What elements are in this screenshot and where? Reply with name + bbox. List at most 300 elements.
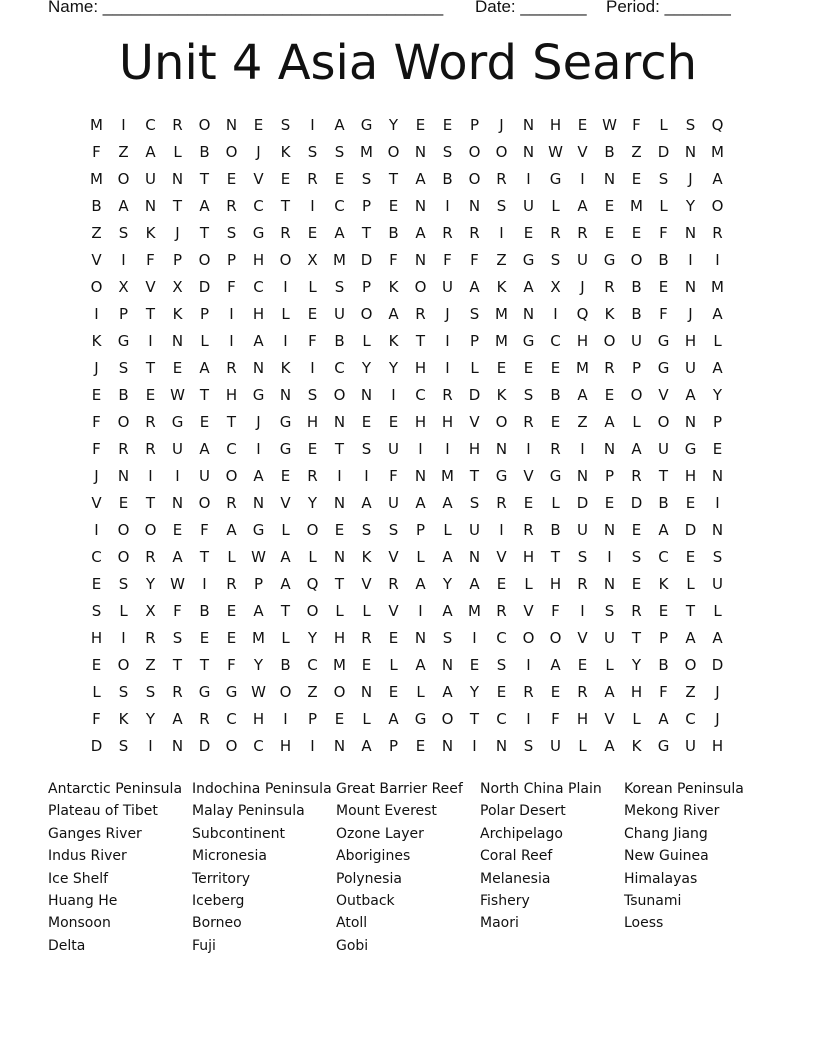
grid-letter[interactable]: G: [522, 332, 535, 350]
grid-letter[interactable]: I: [94, 521, 99, 539]
grid-letter[interactable]: N: [414, 143, 427, 161]
grid-letter[interactable]: B: [388, 224, 399, 242]
grid-letter[interactable]: X: [172, 278, 183, 296]
grid-letter[interactable]: Y: [145, 710, 156, 728]
grid-letter[interactable]: Z: [631, 143, 642, 161]
grid-letter[interactable]: P: [307, 710, 318, 728]
grid-letter[interactable]: D: [684, 521, 697, 539]
grid-letter[interactable]: O: [630, 386, 643, 404]
grid-letter[interactable]: F: [308, 332, 317, 350]
grid-letter[interactable]: V: [253, 170, 264, 188]
grid-letter[interactable]: A: [469, 575, 480, 593]
grid-letter[interactable]: G: [360, 116, 373, 134]
grid-letter[interactable]: L: [443, 521, 452, 539]
grid-letter[interactable]: U: [604, 629, 615, 647]
grid-letter[interactable]: U: [577, 251, 588, 269]
grid-letter[interactable]: W: [251, 548, 266, 566]
grid-letter[interactable]: I: [526, 440, 531, 458]
grid-letter[interactable]: T: [631, 629, 642, 647]
grid-letter[interactable]: I: [418, 440, 423, 458]
grid-letter[interactable]: T: [145, 359, 156, 377]
grid-letter[interactable]: T: [469, 710, 480, 728]
grid-letter[interactable]: E: [604, 494, 615, 512]
grid-letter[interactable]: L: [578, 737, 587, 755]
grid-letter[interactable]: T: [388, 170, 399, 188]
grid-letter[interactable]: E: [199, 413, 210, 431]
name-field-label[interactable]: Name: ____________________________________: [48, 0, 444, 16]
grid-letter[interactable]: J: [715, 710, 720, 728]
grid-letter[interactable]: A: [415, 170, 426, 188]
grid-letter[interactable]: S: [604, 602, 615, 620]
grid-letter[interactable]: I: [445, 359, 450, 377]
grid-letter[interactable]: F: [470, 251, 479, 269]
grid-letter[interactable]: C: [496, 629, 507, 647]
grid-letter[interactable]: G: [252, 224, 265, 242]
grid-letter[interactable]: O: [117, 656, 130, 674]
grid-letter[interactable]: A: [712, 359, 723, 377]
grid-letter[interactable]: E: [469, 656, 480, 674]
grid-letter[interactable]: P: [118, 305, 129, 323]
grid-letter[interactable]: C: [91, 548, 102, 566]
grid-letter[interactable]: R: [172, 683, 183, 701]
grid-letter[interactable]: H: [252, 710, 265, 728]
grid-letter[interactable]: N: [522, 305, 535, 323]
grid-letter[interactable]: I: [688, 251, 693, 269]
grid-letter[interactable]: C: [307, 656, 318, 674]
grid-letter[interactable]: G: [171, 413, 184, 431]
grid-letter[interactable]: G: [549, 467, 562, 485]
grid-letter[interactable]: G: [657, 737, 670, 755]
grid-letter[interactable]: F: [92, 143, 101, 161]
grid-letter[interactable]: V: [523, 467, 534, 485]
date-field-label[interactable]: Date: _______: [475, 0, 587, 16]
grid-letter[interactable]: D: [198, 278, 211, 296]
grid-letter[interactable]: S: [361, 170, 372, 188]
grid-letter[interactable]: E: [496, 683, 507, 701]
grid-letter[interactable]: B: [658, 494, 669, 512]
grid-letter[interactable]: B: [199, 143, 210, 161]
grid-letter[interactable]: J: [715, 683, 720, 701]
grid-letter[interactable]: C: [145, 116, 156, 134]
grid-letter[interactable]: C: [226, 440, 237, 458]
grid-letter[interactable]: C: [334, 197, 345, 215]
grid-letter[interactable]: S: [442, 629, 453, 647]
grid-letter[interactable]: T: [334, 575, 345, 593]
grid-letter[interactable]: I: [310, 359, 315, 377]
grid-letter[interactable]: R: [712, 224, 723, 242]
grid-letter[interactable]: E: [442, 116, 453, 134]
grid-letter[interactable]: E: [604, 197, 615, 215]
grid-letter[interactable]: R: [496, 170, 507, 188]
grid-letter[interactable]: E: [523, 359, 534, 377]
grid-letter[interactable]: I: [580, 602, 585, 620]
grid-letter[interactable]: I: [445, 197, 450, 215]
grid-letter[interactable]: T: [199, 170, 210, 188]
grid-letter[interactable]: S: [469, 305, 480, 323]
grid-letter[interactable]: I: [364, 467, 369, 485]
grid-letter[interactable]: A: [550, 656, 561, 674]
grid-letter[interactable]: Q: [576, 305, 589, 323]
grid-letter[interactable]: A: [145, 143, 156, 161]
grid-letter[interactable]: E: [550, 683, 561, 701]
grid-letter[interactable]: A: [415, 575, 426, 593]
grid-letter[interactable]: U: [550, 737, 561, 755]
grid-letter[interactable]: A: [415, 494, 426, 512]
grid-letter[interactable]: N: [603, 170, 616, 188]
grid-letter[interactable]: E: [523, 494, 534, 512]
grid-letter[interactable]: N: [360, 683, 373, 701]
grid-letter[interactable]: I: [283, 710, 288, 728]
grid-letter[interactable]: L: [119, 602, 128, 620]
grid-letter[interactable]: F: [443, 251, 452, 269]
grid-letter[interactable]: K: [91, 332, 102, 350]
grid-letter[interactable]: L: [281, 521, 290, 539]
grid-letter[interactable]: T: [280, 197, 291, 215]
grid-letter[interactable]: D: [630, 494, 643, 512]
grid-letter[interactable]: C: [253, 278, 264, 296]
grid-letter[interactable]: M: [711, 143, 724, 161]
grid-letter[interactable]: K: [496, 386, 507, 404]
grid-letter[interactable]: I: [310, 737, 315, 755]
grid-letter[interactable]: A: [253, 467, 264, 485]
grid-letter[interactable]: G: [117, 332, 130, 350]
grid-letter[interactable]: E: [496, 575, 507, 593]
grid-letter[interactable]: O: [711, 197, 724, 215]
grid-letter[interactable]: N: [576, 467, 589, 485]
grid-letter[interactable]: H: [522, 548, 535, 566]
grid-letter[interactable]: R: [145, 548, 156, 566]
grid-letter[interactable]: P: [388, 737, 399, 755]
grid-letter[interactable]: R: [172, 116, 183, 134]
grid-letter[interactable]: O: [468, 170, 481, 188]
grid-letter[interactable]: A: [712, 629, 723, 647]
grid-letter[interactable]: A: [388, 710, 399, 728]
grid-letter[interactable]: P: [361, 278, 372, 296]
grid-letter[interactable]: O: [117, 170, 130, 188]
grid-letter[interactable]: O: [279, 683, 292, 701]
grid-letter[interactable]: S: [145, 683, 156, 701]
grid-letter[interactable]: N: [495, 440, 508, 458]
grid-letter[interactable]: U: [658, 440, 669, 458]
grid-letter[interactable]: H: [90, 629, 103, 647]
grid-letter[interactable]: E: [685, 548, 696, 566]
grid-letter[interactable]: L: [686, 575, 695, 593]
grid-letter[interactable]: G: [603, 251, 616, 269]
grid-letter[interactable]: I: [310, 116, 315, 134]
grid-letter[interactable]: L: [632, 413, 641, 431]
grid-letter[interactable]: E: [496, 359, 507, 377]
grid-letter[interactable]: S: [118, 224, 129, 242]
grid-letter[interactable]: C: [253, 197, 264, 215]
grid-letter[interactable]: N: [171, 494, 184, 512]
grid-letter[interactable]: L: [659, 116, 668, 134]
grid-letter[interactable]: A: [442, 494, 453, 512]
grid-letter[interactable]: H: [252, 251, 265, 269]
grid-letter[interactable]: M: [468, 602, 481, 620]
grid-letter[interactable]: J: [499, 116, 504, 134]
grid-letter[interactable]: A: [253, 332, 264, 350]
grid-letter[interactable]: A: [334, 224, 345, 242]
grid-letter[interactable]: B: [658, 251, 669, 269]
grid-letter[interactable]: B: [604, 143, 615, 161]
grid-letter[interactable]: R: [145, 440, 156, 458]
grid-letter[interactable]: N: [117, 467, 130, 485]
grid-letter[interactable]: E: [523, 224, 534, 242]
grid-letter[interactable]: E: [280, 467, 291, 485]
grid-letter[interactable]: S: [307, 143, 318, 161]
grid-letter[interactable]: H: [225, 386, 238, 404]
grid-letter[interactable]: R: [496, 494, 507, 512]
grid-letter[interactable]: Y: [307, 629, 318, 647]
grid-letter[interactable]: E: [577, 656, 588, 674]
grid-letter[interactable]: F: [551, 710, 560, 728]
grid-letter[interactable]: H: [684, 332, 697, 350]
grid-letter[interactable]: E: [415, 737, 426, 755]
grid-letter[interactable]: R: [361, 629, 372, 647]
grid-letter[interactable]: O: [279, 251, 292, 269]
grid-letter[interactable]: J: [445, 305, 450, 323]
grid-letter[interactable]: C: [496, 710, 507, 728]
grid-letter[interactable]: X: [145, 602, 156, 620]
grid-letter[interactable]: N: [603, 440, 616, 458]
grid-letter[interactable]: R: [523, 683, 534, 701]
grid-letter[interactable]: P: [631, 359, 642, 377]
grid-letter[interactable]: D: [90, 737, 103, 755]
grid-letter[interactable]: E: [226, 629, 237, 647]
grid-letter[interactable]: N: [441, 737, 454, 755]
grid-letter[interactable]: V: [145, 278, 156, 296]
grid-letter[interactable]: O: [495, 143, 508, 161]
grid-letter[interactable]: E: [199, 629, 210, 647]
grid-letter[interactable]: N: [684, 224, 697, 242]
grid-letter[interactable]: N: [414, 629, 427, 647]
grid-letter[interactable]: E: [388, 413, 399, 431]
grid-letter[interactable]: L: [713, 332, 722, 350]
grid-letter[interactable]: P: [658, 629, 669, 647]
grid-letter[interactable]: D: [657, 143, 670, 161]
grid-letter[interactable]: R: [577, 224, 588, 242]
grid-letter[interactable]: S: [118, 575, 129, 593]
grid-letter[interactable]: E: [388, 197, 399, 215]
grid-letter[interactable]: K: [658, 575, 669, 593]
grid-letter[interactable]: F: [659, 305, 668, 323]
grid-letter[interactable]: H: [711, 737, 724, 755]
grid-letter[interactable]: J: [688, 305, 693, 323]
grid-letter[interactable]: K: [631, 737, 642, 755]
grid-letter[interactable]: V: [577, 629, 588, 647]
grid-letter[interactable]: B: [550, 521, 561, 539]
grid-letter[interactable]: T: [469, 467, 480, 485]
grid-letter[interactable]: A: [631, 440, 642, 458]
grid-letter[interactable]: R: [604, 359, 615, 377]
grid-letter[interactable]: V: [280, 494, 291, 512]
grid-letter[interactable]: O: [549, 629, 562, 647]
grid-letter[interactable]: I: [391, 386, 396, 404]
grid-letter[interactable]: T: [334, 440, 345, 458]
grid-letter[interactable]: I: [526, 170, 531, 188]
grid-letter[interactable]: R: [496, 602, 507, 620]
grid-letter[interactable]: K: [172, 305, 183, 323]
grid-letter[interactable]: B: [199, 602, 210, 620]
grid-letter[interactable]: A: [172, 710, 183, 728]
grid-letter[interactable]: I: [121, 251, 126, 269]
grid-letter[interactable]: A: [712, 305, 723, 323]
grid-letter[interactable]: A: [442, 683, 453, 701]
grid-letter[interactable]: E: [280, 170, 291, 188]
grid-letter[interactable]: U: [577, 521, 588, 539]
grid-letter[interactable]: L: [551, 197, 560, 215]
grid-letter[interactable]: Z: [118, 143, 129, 161]
grid-letter[interactable]: T: [361, 224, 372, 242]
grid-letter[interactable]: S: [118, 683, 129, 701]
grid-letter[interactable]: K: [280, 143, 291, 161]
grid-letter[interactable]: R: [631, 467, 642, 485]
grid-letter[interactable]: T: [199, 548, 210, 566]
grid-letter[interactable]: E: [631, 575, 642, 593]
grid-letter[interactable]: V: [361, 575, 372, 593]
grid-letter[interactable]: M: [630, 197, 643, 215]
grid-letter[interactable]: L: [389, 656, 398, 674]
grid-letter[interactable]: G: [279, 440, 292, 458]
grid-letter[interactable]: H: [306, 413, 319, 431]
grid-letter[interactable]: W: [170, 386, 185, 404]
grid-letter[interactable]: J: [175, 224, 180, 242]
grid-letter[interactable]: R: [604, 278, 615, 296]
grid-letter[interactable]: N: [684, 143, 697, 161]
grid-letter[interactable]: I: [94, 305, 99, 323]
grid-letter[interactable]: O: [360, 305, 373, 323]
grid-letter[interactable]: S: [523, 737, 534, 755]
grid-letter[interactable]: U: [685, 737, 696, 755]
grid-letter[interactable]: B: [658, 656, 669, 674]
grid-letter[interactable]: N: [333, 737, 346, 755]
grid-letter[interactable]: M: [495, 305, 508, 323]
grid-letter[interactable]: N: [684, 413, 697, 431]
grid-letter[interactable]: F: [92, 413, 101, 431]
grid-letter[interactable]: A: [442, 602, 453, 620]
grid-letter[interactable]: Y: [361, 359, 372, 377]
grid-letter[interactable]: H: [441, 413, 454, 431]
grid-letter[interactable]: E: [334, 521, 345, 539]
grid-letter[interactable]: T: [145, 305, 156, 323]
grid-letter[interactable]: H: [684, 467, 697, 485]
grid-letter[interactable]: O: [387, 143, 400, 161]
grid-letter[interactable]: Y: [712, 386, 723, 404]
grid-letter[interactable]: E: [334, 710, 345, 728]
grid-letter[interactable]: L: [524, 575, 533, 593]
grid-letter[interactable]: N: [522, 116, 535, 134]
grid-letter[interactable]: G: [684, 440, 697, 458]
grid-letter[interactable]: Y: [631, 656, 642, 674]
grid-letter[interactable]: O: [225, 467, 238, 485]
grid-letter[interactable]: R: [199, 710, 210, 728]
grid-letter[interactable]: O: [495, 413, 508, 431]
grid-letter[interactable]: A: [685, 629, 696, 647]
grid-letter[interactable]: E: [604, 224, 615, 242]
grid-letter[interactable]: V: [523, 602, 534, 620]
grid-letter[interactable]: O: [333, 386, 346, 404]
grid-letter[interactable]: I: [715, 251, 720, 269]
grid-letter[interactable]: N: [414, 467, 427, 485]
grid-letter[interactable]: S: [712, 548, 723, 566]
grid-letter[interactable]: A: [658, 710, 669, 728]
grid-letter[interactable]: E: [253, 116, 264, 134]
grid-letter[interactable]: F: [92, 710, 101, 728]
grid-letter[interactable]: T: [199, 224, 210, 242]
grid-letter[interactable]: I: [526, 710, 531, 728]
grid-letter[interactable]: B: [334, 332, 345, 350]
grid-letter[interactable]: T: [172, 197, 183, 215]
grid-letter[interactable]: R: [226, 575, 237, 593]
grid-letter[interactable]: A: [199, 197, 210, 215]
grid-letter[interactable]: I: [121, 116, 126, 134]
grid-letter[interactable]: A: [442, 548, 453, 566]
grid-letter[interactable]: U: [469, 521, 480, 539]
grid-letter[interactable]: H: [630, 683, 643, 701]
grid-letter[interactable]: M: [711, 278, 724, 296]
grid-letter[interactable]: R: [469, 224, 480, 242]
grid-letter[interactable]: Y: [388, 116, 399, 134]
grid-letter[interactable]: G: [198, 683, 211, 701]
grid-letter[interactable]: E: [91, 656, 102, 674]
grid-letter[interactable]: S: [577, 548, 588, 566]
grid-letter[interactable]: G: [279, 413, 292, 431]
grid-letter[interactable]: I: [580, 440, 585, 458]
grid-letter[interactable]: I: [229, 332, 234, 350]
grid-letter[interactable]: O: [441, 710, 454, 728]
grid-letter[interactable]: N: [603, 521, 616, 539]
grid-letter[interactable]: R: [145, 413, 156, 431]
grid-letter[interactable]: P: [415, 521, 426, 539]
grid-letter[interactable]: F: [551, 602, 560, 620]
grid-letter[interactable]: T: [280, 602, 291, 620]
grid-letter[interactable]: E: [604, 386, 615, 404]
grid-letter[interactable]: F: [389, 467, 398, 485]
grid-letter[interactable]: A: [199, 440, 210, 458]
grid-letter[interactable]: O: [333, 683, 346, 701]
grid-letter[interactable]: I: [526, 656, 531, 674]
grid-letter[interactable]: X: [118, 278, 129, 296]
grid-letter[interactable]: L: [281, 305, 290, 323]
grid-letter[interactable]: E: [334, 170, 345, 188]
grid-letter[interactable]: N: [333, 494, 346, 512]
grid-letter[interactable]: O: [603, 332, 616, 350]
grid-letter[interactable]: I: [148, 737, 153, 755]
grid-letter[interactable]: I: [256, 440, 261, 458]
grid-letter[interactable]: F: [227, 278, 236, 296]
grid-letter[interactable]: I: [607, 548, 612, 566]
grid-letter[interactable]: A: [469, 278, 480, 296]
grid-letter[interactable]: P: [199, 305, 210, 323]
grid-letter[interactable]: R: [307, 170, 318, 188]
grid-letter[interactable]: B: [550, 386, 561, 404]
grid-letter[interactable]: R: [550, 440, 561, 458]
grid-letter[interactable]: E: [658, 602, 669, 620]
grid-letter[interactable]: M: [90, 116, 103, 134]
grid-letter[interactable]: I: [229, 305, 234, 323]
grid-letter[interactable]: Z: [145, 656, 156, 674]
grid-letter[interactable]: O: [117, 548, 130, 566]
grid-letter[interactable]: N: [171, 737, 184, 755]
grid-letter[interactable]: R: [577, 683, 588, 701]
grid-letter[interactable]: O: [306, 602, 319, 620]
grid-letter[interactable]: O: [468, 143, 481, 161]
grid-letter[interactable]: K: [388, 278, 399, 296]
grid-letter[interactable]: Z: [577, 413, 588, 431]
grid-letter[interactable]: E: [361, 656, 372, 674]
grid-letter[interactable]: M: [333, 656, 346, 674]
grid-letter[interactable]: S: [523, 386, 534, 404]
